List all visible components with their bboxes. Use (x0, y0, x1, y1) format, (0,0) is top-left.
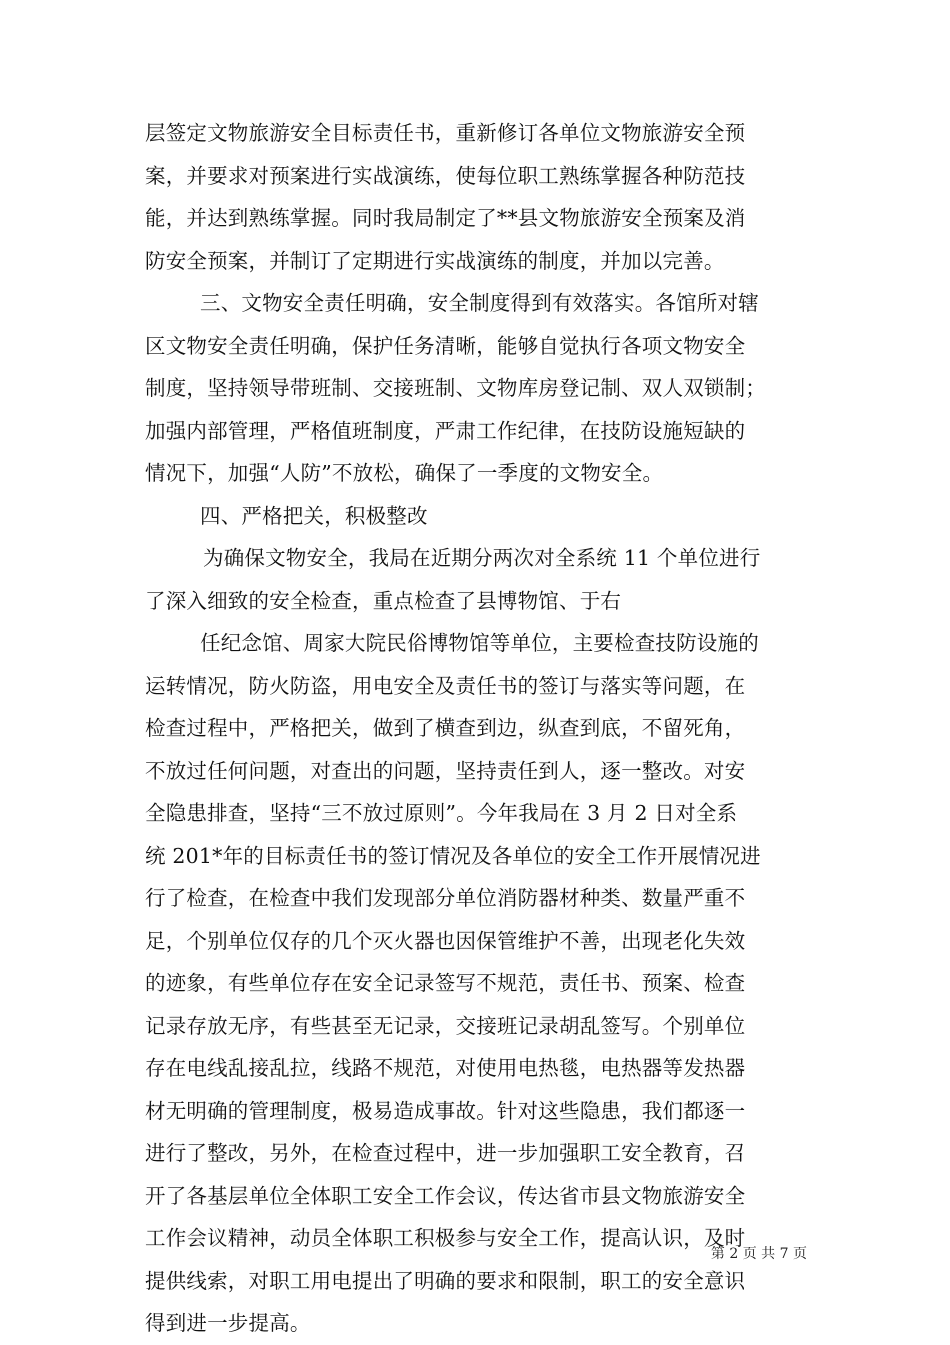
text-line: 不放过任何问题，对查出的问题，坚持责任到人，逐一整改。对安 (145, 758, 746, 783)
text-line: 材无明确的管理制度，极易造成事故。针对这些隐患，我们都逐一 (145, 1098, 746, 1123)
text-line: 加强内部管理，严格值班制度，严肃工作纪律，在技防设施短缺的 (145, 418, 746, 443)
text-line: 能，并达到熟练掌握。同时我局制定了**县文物旅游安全预案及消 (145, 206, 746, 230)
text-line: 足，个别单位仅存的几个灭火器也因保管维护不善，出现老化失效 (145, 928, 746, 953)
text-line: 行了检查，在检查中我们发现部分单位消防器材种类、数量严重不 (145, 886, 746, 910)
text-line: 工作会议精神，动员全体职工积极参与安全工作，提高认识，及时 (145, 1226, 746, 1250)
paragraph-start: 任纪念馆、周家大院民俗博物馆等单位，主要检查技防设施的 (200, 631, 759, 655)
text-line: 统 201*年的目标责任书的签订情况及各单位的安全工作开展情况进 (145, 843, 761, 868)
text-line: 了深入细致的安全检查，重点检查了县博物馆、于右 (145, 588, 622, 613)
text-line: 制度，坚持领导带班制、交接班制、文物库房登记制、双人双锁制； (145, 376, 766, 400)
text-line: 存在电线乱接乱拉，线路不规范，对使用电热毯，电热器等发热器 (145, 1056, 746, 1080)
text-line: 提供线索，对职工用电提出了明确的要求和限制，职工的安全意识 (145, 1268, 746, 1293)
text-line: 的迹象，有些单位存在安全记录签写不规范，责任书、预案、检查 (145, 971, 746, 995)
text-line: 防安全预案，并制订了定期进行实战演练的制度，并加以完善。 (145, 248, 725, 273)
text-line: 记录存放无序，有些甚至无记录，交接班记录胡乱签写。个别单位 (145, 1013, 746, 1038)
page-number: 第 2 页 共 7 页 (710, 1246, 807, 1262)
text-line: 案，并要求对预案进行实战演练，使每位职工熟练掌握各种防范技 (145, 163, 746, 188)
text-line: 情况下，加强“人防”不放松，确保了一季度的文物安全。 (145, 461, 664, 485)
text-line: 检查过程中，严格把关，做到了横查到边，纵查到底，不留死角， (145, 716, 746, 740)
text-line: 层签定文物旅游安全目标责任书，重新修订各单位文物旅游安全预 (145, 121, 746, 145)
text-line: 得到进一步提高。 (145, 1311, 311, 1335)
document-body (145, 112, 815, 1345)
text-line: 进行了整改，另外，在检查过程中，进一步加强职工安全教育，召 (145, 1141, 746, 1165)
section-heading-3: 三、文物安全责任明确，安全制度得到有效落实。各馆所对辖 (200, 291, 759, 315)
text-line: 开了各基层单位全体职工安全工作会议，传达省市县文物旅游安全 (145, 1183, 746, 1208)
text-line: 全隐患排查，坚持“三不放过原则”。今年我局在 3 月 2 日对全系 (145, 801, 738, 825)
text-line: 运转情况，防火防盗，用电安全及责任书的签订与落实等问题，在 (145, 673, 746, 698)
text-line: 区文物安全责任明确，保护任务清晰，能够自觉执行各项文物安全 (145, 333, 746, 358)
section-heading-4: 四、严格把关，积极整改 (200, 503, 428, 528)
paragraph-start: 为确保文物安全，我局在近期分两次对全系统 11 个单位进行 (203, 546, 761, 570)
